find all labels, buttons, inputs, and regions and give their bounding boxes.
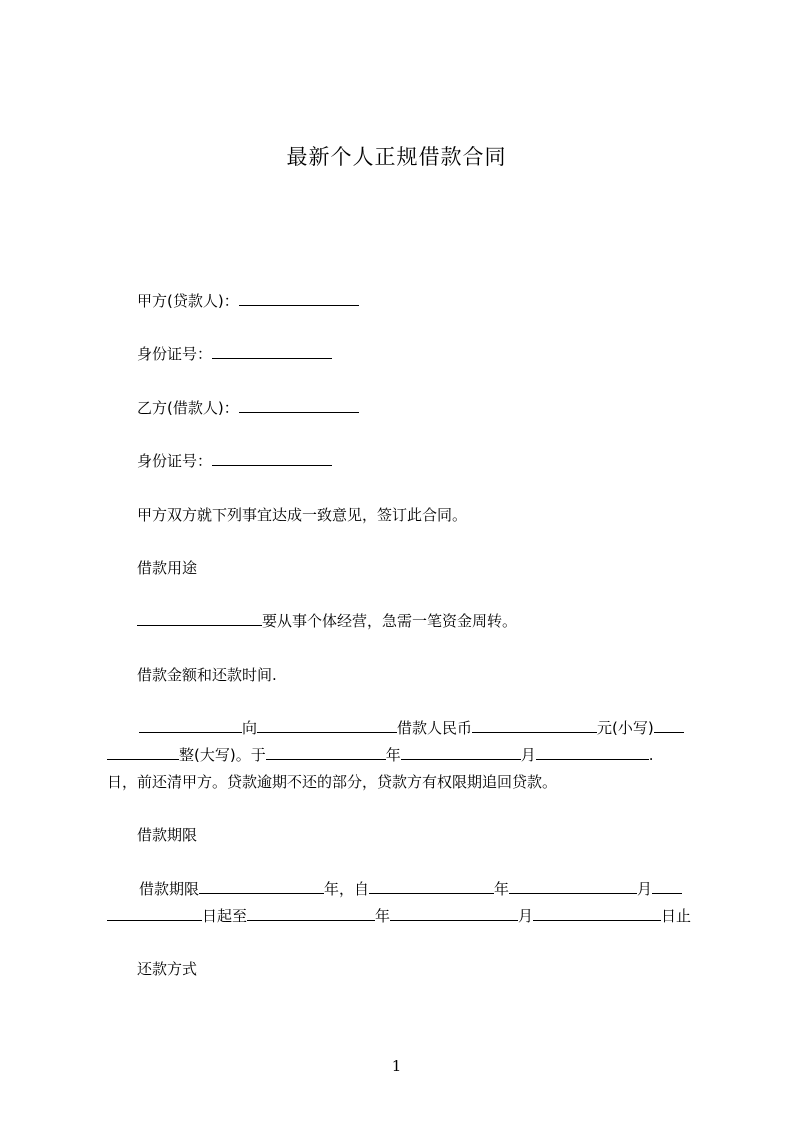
- borrower-id-label: 身份证号：: [137, 452, 213, 470]
- purpose-line: [137, 611, 697, 631]
- repay-day-blank: [536, 745, 649, 760]
- start-day-blank-2: [107, 906, 202, 921]
- month-text: 月: [520, 746, 536, 764]
- purpose-text: 要从事个体经营，急需一笔资金周转。: [262, 612, 518, 630]
- start-year-text: 年: [494, 880, 510, 898]
- day-end-text: 日止: [661, 907, 692, 925]
- amount-small-blank-2: [654, 718, 684, 733]
- end-year-text: 年: [375, 907, 391, 925]
- document-title: 最新个人正规借款合同: [286, 145, 507, 169]
- section-purpose-heading: 借款用途: [137, 559, 198, 577]
- amount-small-blank: [472, 718, 597, 733]
- borrower-label: 乙方(借款人)：: [137, 399, 239, 417]
- repay-year-blank: [266, 745, 386, 760]
- amount-line-1: [107, 718, 697, 738]
- borrower-name-blank: [239, 398, 359, 413]
- start-year-blank: [369, 879, 494, 894]
- small-text: 元(小写): [597, 719, 654, 737]
- section-period-heading: 借款期限: [137, 826, 198, 844]
- agreement-text: 甲方双方就下列事宜达成一致意见，签订此合同。: [137, 506, 468, 524]
- big-text: 整(大写)。于: [179, 746, 266, 764]
- section-repayment-heading: 还款方式: [137, 960, 198, 978]
- borrower-id-line: [137, 451, 697, 471]
- lender-label: 甲方(贷款人)：: [137, 292, 239, 310]
- rmb-text: 借款人民币: [397, 719, 473, 737]
- lender-id-label: 身份证号：: [137, 345, 213, 363]
- lender-id-line: [137, 344, 697, 364]
- start-month-blank: [509, 879, 637, 894]
- borrower-id-blank: [212, 451, 332, 466]
- year-from-text: 年，自: [324, 880, 370, 898]
- end-month-blank: [390, 906, 518, 921]
- purpose-blank: [137, 611, 262, 626]
- amount-big-blank: [107, 745, 179, 760]
- to-text: 向: [242, 719, 258, 737]
- start-month-text: 月: [637, 880, 653, 898]
- section-amount-heading: 借款金额和还款时间.: [137, 666, 277, 684]
- end-day-blank: [533, 906, 661, 921]
- period-label: 借款期限: [139, 880, 200, 898]
- lender-name-blank: [239, 291, 359, 306]
- end-year-blank: [247, 906, 375, 921]
- dot-text: .: [648, 746, 654, 764]
- day-to-text: 日起至: [202, 907, 248, 925]
- borrower-blank: [257, 718, 397, 733]
- lender-id-blank: [212, 344, 332, 359]
- period-line-1: [107, 879, 697, 899]
- borrower-line: [137, 398, 697, 418]
- amount-line-3: 日，前还清甲方。贷款逾期不还的部分，贷款方有权限期追回贷款。: [107, 773, 558, 791]
- lender-blank: [139, 718, 242, 733]
- lender-line: [137, 291, 697, 311]
- page-number: 1: [391, 1057, 402, 1075]
- period-years-blank: [199, 879, 324, 894]
- year-text: 年: [385, 746, 401, 764]
- end-month-text: 月: [518, 907, 534, 925]
- repay-month-blank: [401, 745, 521, 760]
- amount-line-2: [107, 745, 697, 765]
- period-line-2: [107, 906, 697, 926]
- start-day-blank: [652, 879, 682, 894]
